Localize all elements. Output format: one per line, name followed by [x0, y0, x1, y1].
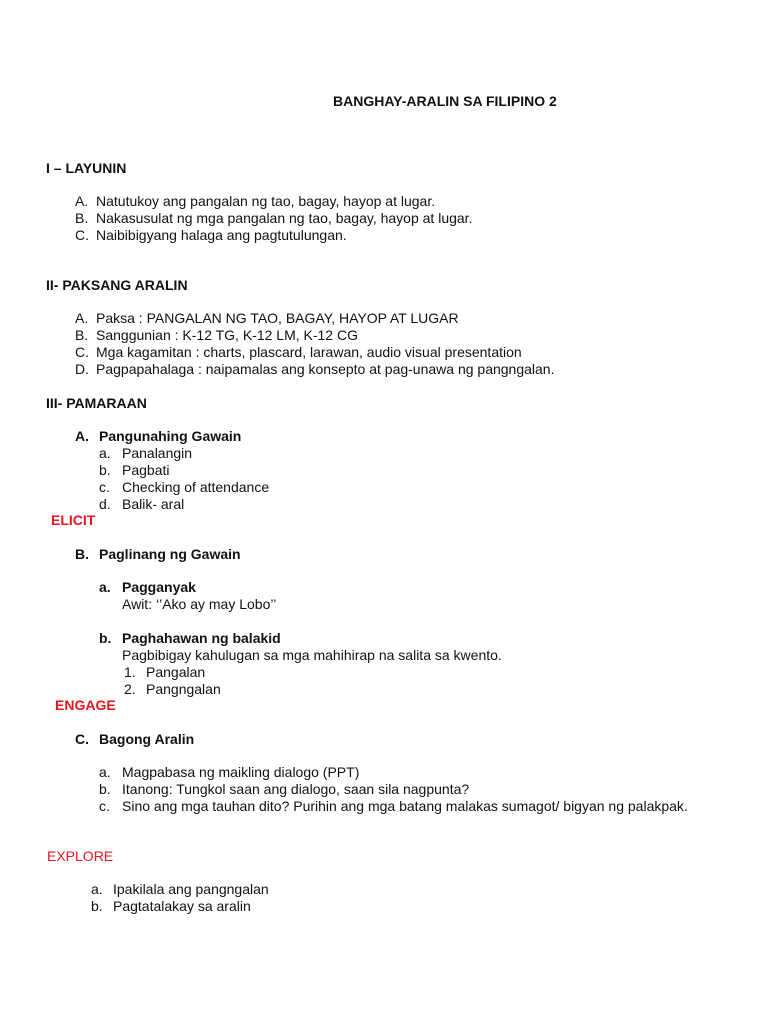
balakid-text: Pagbibigay kahulugan sa mga mahihirap na salita sa kwento.	[122, 647, 502, 663]
subsection-a-heading: Pangunahing Gawain	[99, 428, 242, 444]
subsection-a-marker: A.	[75, 428, 89, 444]
engage-label: ENGAGE	[55, 697, 116, 713]
pagganyak-heading: Pagganyak	[122, 579, 196, 595]
elicit-label: ELICIT	[51, 512, 96, 528]
balakid-heading: Paghahawan ng balakid	[122, 630, 281, 646]
subsection-c-marker: C.	[75, 731, 89, 747]
section-layunin-heading: I – LAYUNIN	[46, 160, 127, 176]
subsection-c-heading: Bagong Aralin	[99, 731, 195, 747]
explore-label: EXPLORE	[47, 848, 114, 864]
section-pamaraan-heading: III- PAMARAAN	[46, 395, 147, 411]
pagganyak-marker: a.	[99, 579, 111, 595]
subsection-b-marker: B.	[75, 546, 89, 562]
subsection-b-heading: Paglinang ng Gawain	[99, 546, 241, 562]
document-title: BANGHAY-ARALIN SA FILIPINO 2	[333, 93, 557, 109]
section-paksa-heading: II- PAKSANG ARALIN	[46, 277, 188, 293]
lesson-plan-page: BANGHAY-ARALIN SA FILIPINO 2 I – LAYUNIN A. Natutukoy ang pangalan ng tao, bagay, hayop at lugar. B. Nakasusulat ng mga pangalan ng tao, bagay, hayop at lugar. C. Naibibigyang halaga ang pagtutulungan. II- PAKSANG ARALIN A. Paksa : PANGALAN NG TAO, BAGAY, HAYOP AT LUGAR B. Sanggunian : K-12 TG, K-12 LM, K-12 CG C. Mga kagamitan : charts, plascard, larawan, audio visual presentation D. Pagpapahalaga : naipamalas ang konsepto at pag-unawa ng pangngalan. III- PAMARAAN A. Pangunahing Gawain a. Panalangin b. Pagbati c. Checking of attendance d. Balik- aral ELICIT B. Paglinang ng Gawain a. Pagganyak Awit: ‘’Ako ay may Lobo’’ b. Paghahawan ng balakid Pagbibigay kahulugan sa mga mahihirap na salita sa kwento. 1. Pangalan 2. Pangngalan ENGAGE C. Bagong Aralin a. Magpabasa ng maikling dialogo (PPT) b. Itanong: Tungkol saan ang dialogo, saan sila nagpunta? c. Sino ang mga tauhan dito? Purihin ang mga batang malakas sumagot/ bigyan ng palakpak. EXPLORE a. Ipakilala ang pangngalan b. Pagtatalakay sa aralin	[46, 93, 688, 914]
pagganyak-text: Awit: ‘’Ako ay may Lobo’’	[122, 596, 277, 612]
balakid-marker: b.	[99, 630, 112, 646]
